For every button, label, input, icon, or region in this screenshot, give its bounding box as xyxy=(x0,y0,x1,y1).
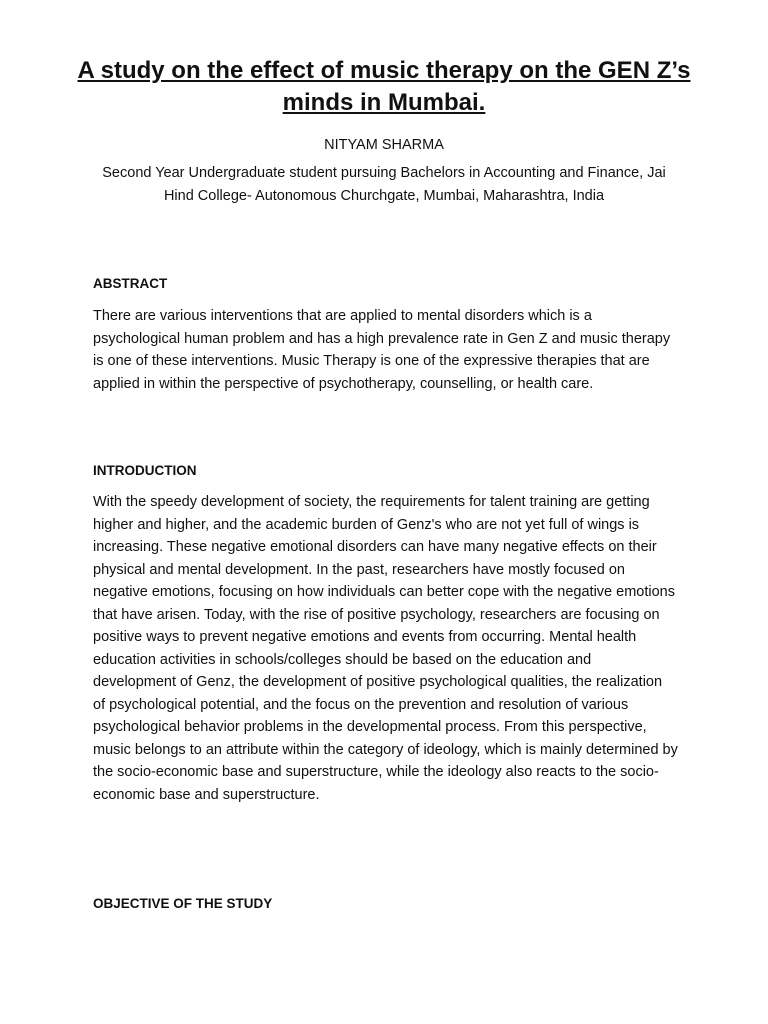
introduction-heading: INTRODUCTION xyxy=(93,463,197,478)
abstract-text: There are various interventions that are applied to mental disorders which is a psychological human problem and has a high prevalence rate in Gen Z and music therapy is one of these interventions. Music Therapy is one of the expressive therapies that are applied in within the perspective of psychotherapy, counselling, or health care. xyxy=(93,308,671,392)
paper-title: A study on the effect of music therapy on the GEN Z’s minds in Mumbai. xyxy=(77,57,691,116)
objective-heading: OBJECTIVE OF THE STUDY xyxy=(93,896,273,911)
author-name: NITYAM SHARMA xyxy=(324,137,444,153)
introduction-text: With the speedy development of society, the requirements for talent training are getting higher and higher, and the academic burden of Genz's who are not yet full of wings is increasing. These negative emotional disorders can have many negative effects on their physical and mental development. In the past, researchers have mostly focused on negative emotions, focusing on how individuals can better cope with the negative emotions that have arisen. Today, with the rise of positive psychology, researchers are focusing on positive ways to prevent negative emotions and events from occurring. Mental health education activities in schools/colleges should be based on the education and development of Genz, the development of positive psychological qualities, the realization of psychological potential, and the focus on the prevention and resolution of various psychological behavior problems in the developmental process. From this perspective, music belongs to an attribute within the category of ideology, which is mainly determined by the socio-economic base and superstructure, while the ideology also reacts to the socio-economic base and superstructure. xyxy=(93,494,678,803)
author-affiliation: Second Year Undergraduate student pursuing Bachelors in Accounting and Finance, Jai Hind College- Autonomous Churchgate, Mumbai, Maharashtra, India xyxy=(102,165,666,204)
abstract-heading: ABSTRACT xyxy=(93,276,168,291)
